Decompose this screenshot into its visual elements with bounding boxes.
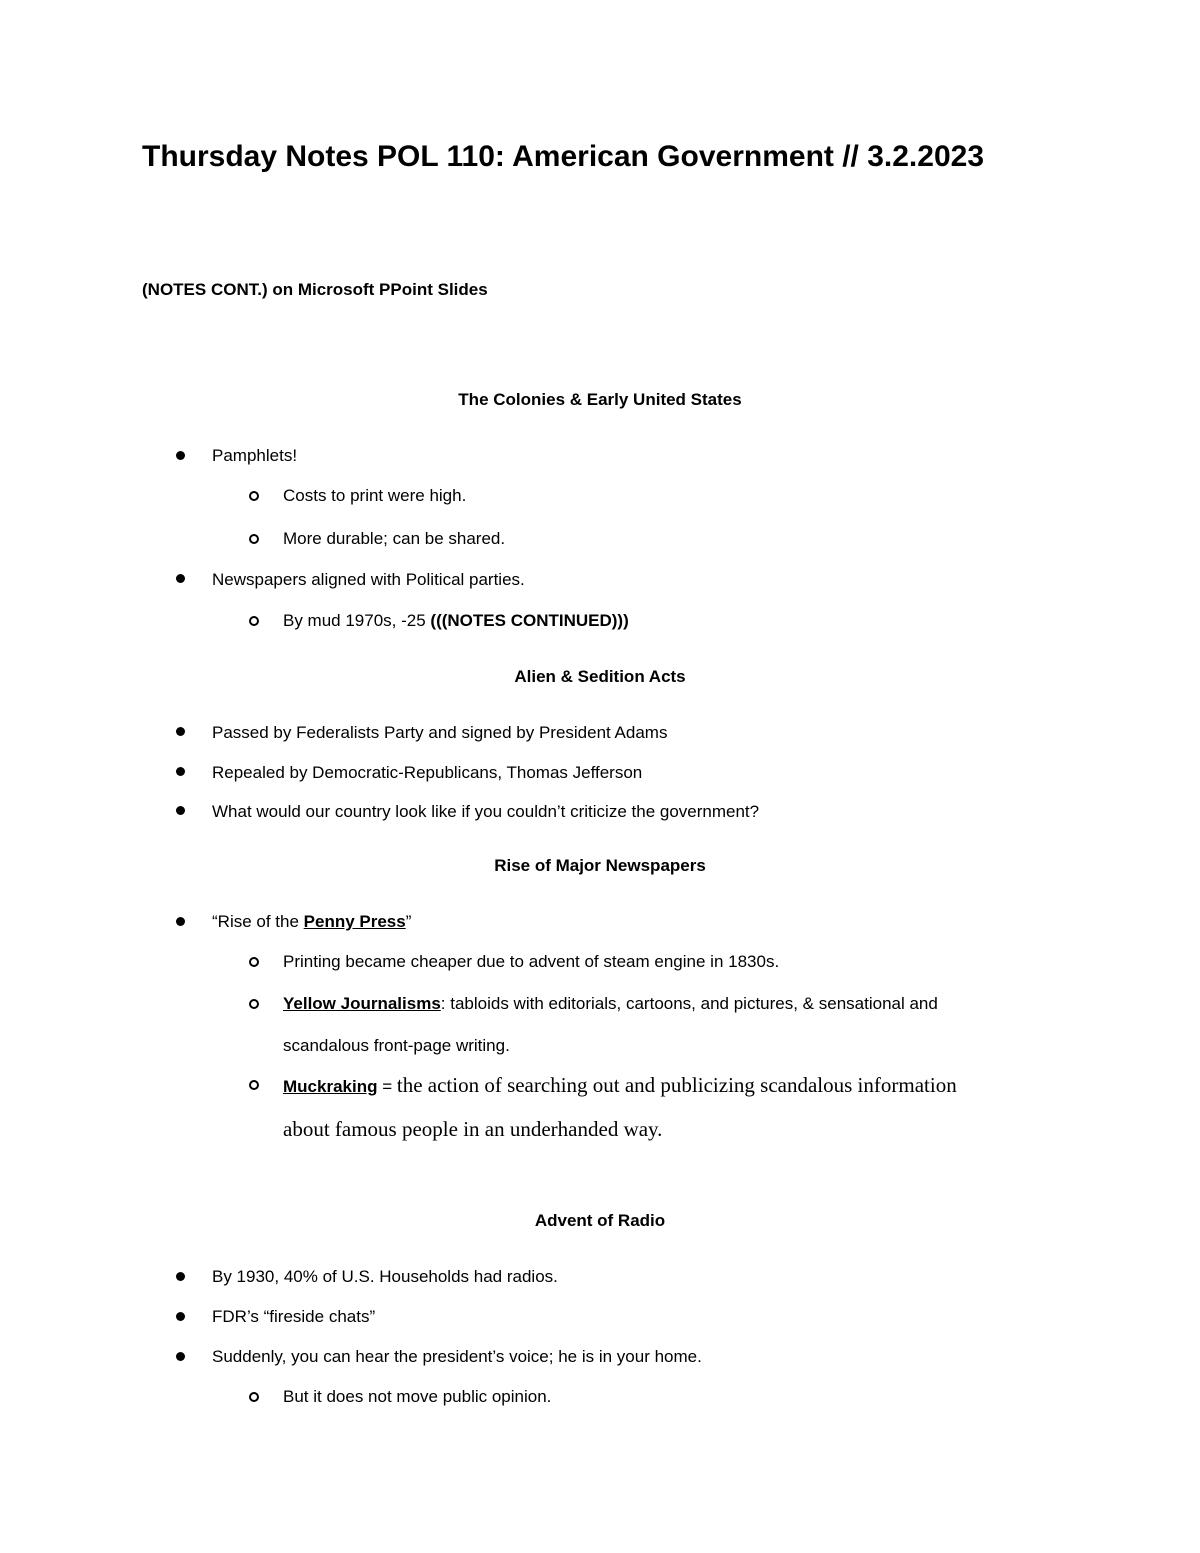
list-item-text: : tabloids with editorials, cartoons, and pictures, & sensational and [440, 994, 938, 1013]
list-item-text: “Rise of the [212, 912, 304, 931]
list-item [212, 911, 411, 933]
sub-bullet-icon [249, 1080, 259, 1090]
sub-bullet-icon [249, 1392, 259, 1402]
list-item-text: ” [405, 912, 412, 931]
list-item: FDR’s “fireside chats” [212, 1307, 376, 1326]
sub-list-item [283, 610, 629, 632]
section-heading-major-newspapers: Rise of Major Newspapers [494, 856, 706, 875]
bullet-icon [176, 451, 185, 460]
sub-list-item: More durable; can be shared. [283, 529, 506, 548]
list-item: Pamphlets! [212, 446, 298, 465]
muckraking-definition: the action of searching out and publicizing scandalous information [396, 1073, 957, 1097]
sub-bullet-icon [249, 491, 259, 501]
list-item-separator: = [377, 1077, 397, 1096]
list-item: Newspapers aligned with Political parties. [212, 570, 525, 589]
sub-list-item-continuation: scandalous front-page writing. [283, 1036, 510, 1055]
sub-list-item: Printing became cheaper due to advent of steam engine in 1830s. [283, 952, 780, 971]
list-item-text: By mud 1970s, -25 [283, 611, 431, 630]
bullet-icon [176, 917, 185, 926]
term-muckraking: Muckraking [283, 1077, 378, 1096]
sub-list-item-continuation: about famous people in an underhanded way. [283, 1117, 663, 1141]
list-item-emphasis: (((NOTES CONTINUED))) [430, 611, 629, 630]
term-penny-press: Penny Press [303, 912, 406, 931]
bullet-icon [176, 727, 185, 736]
section-heading-radio: Advent of Radio [534, 1211, 666, 1230]
section-heading-alien-sedition: Alien & Sedition Acts [514, 667, 686, 686]
sub-bullet-icon [249, 616, 259, 626]
section-heading-colonies: The Colonies & Early United States [458, 390, 742, 409]
term-yellow-journalism: Yellow Journalisms [283, 994, 441, 1013]
sub-list-item: Costs to print were high. [283, 486, 467, 505]
list-item: Repealed by Democratic-Republicans, Thomas Jefferson [212, 763, 643, 782]
list-item: Suddenly, you can hear the president’s voice; he is in your home. [212, 1347, 702, 1366]
sub-bullet-icon [249, 999, 259, 1009]
document-title: Thursday Notes POL 110: American Government // 3.2.2023 [142, 140, 985, 173]
bullet-icon [176, 767, 185, 776]
bullet-icon [176, 806, 185, 815]
sub-bullet-icon [249, 534, 259, 544]
sub-bullet-icon [249, 957, 259, 967]
sub-list-item [283, 993, 938, 1015]
bullet-icon [176, 1312, 185, 1321]
list-item: Passed by Federalists Party and signed by President Adams [212, 723, 668, 742]
sub-list-item [283, 1072, 957, 1100]
list-item: By 1930, 40% of U.S. Households had radios. [212, 1267, 558, 1286]
sub-list-item: But it does not move public opinion. [283, 1387, 552, 1406]
bullet-icon [176, 1352, 185, 1361]
bullet-icon [176, 574, 185, 583]
list-item: What would our country look like if you couldn’t criticize the government? [212, 802, 760, 821]
bullet-icon [176, 1272, 185, 1281]
notes-subtitle: (NOTES CONT.) on Microsoft PPoint Slides [142, 280, 488, 299]
